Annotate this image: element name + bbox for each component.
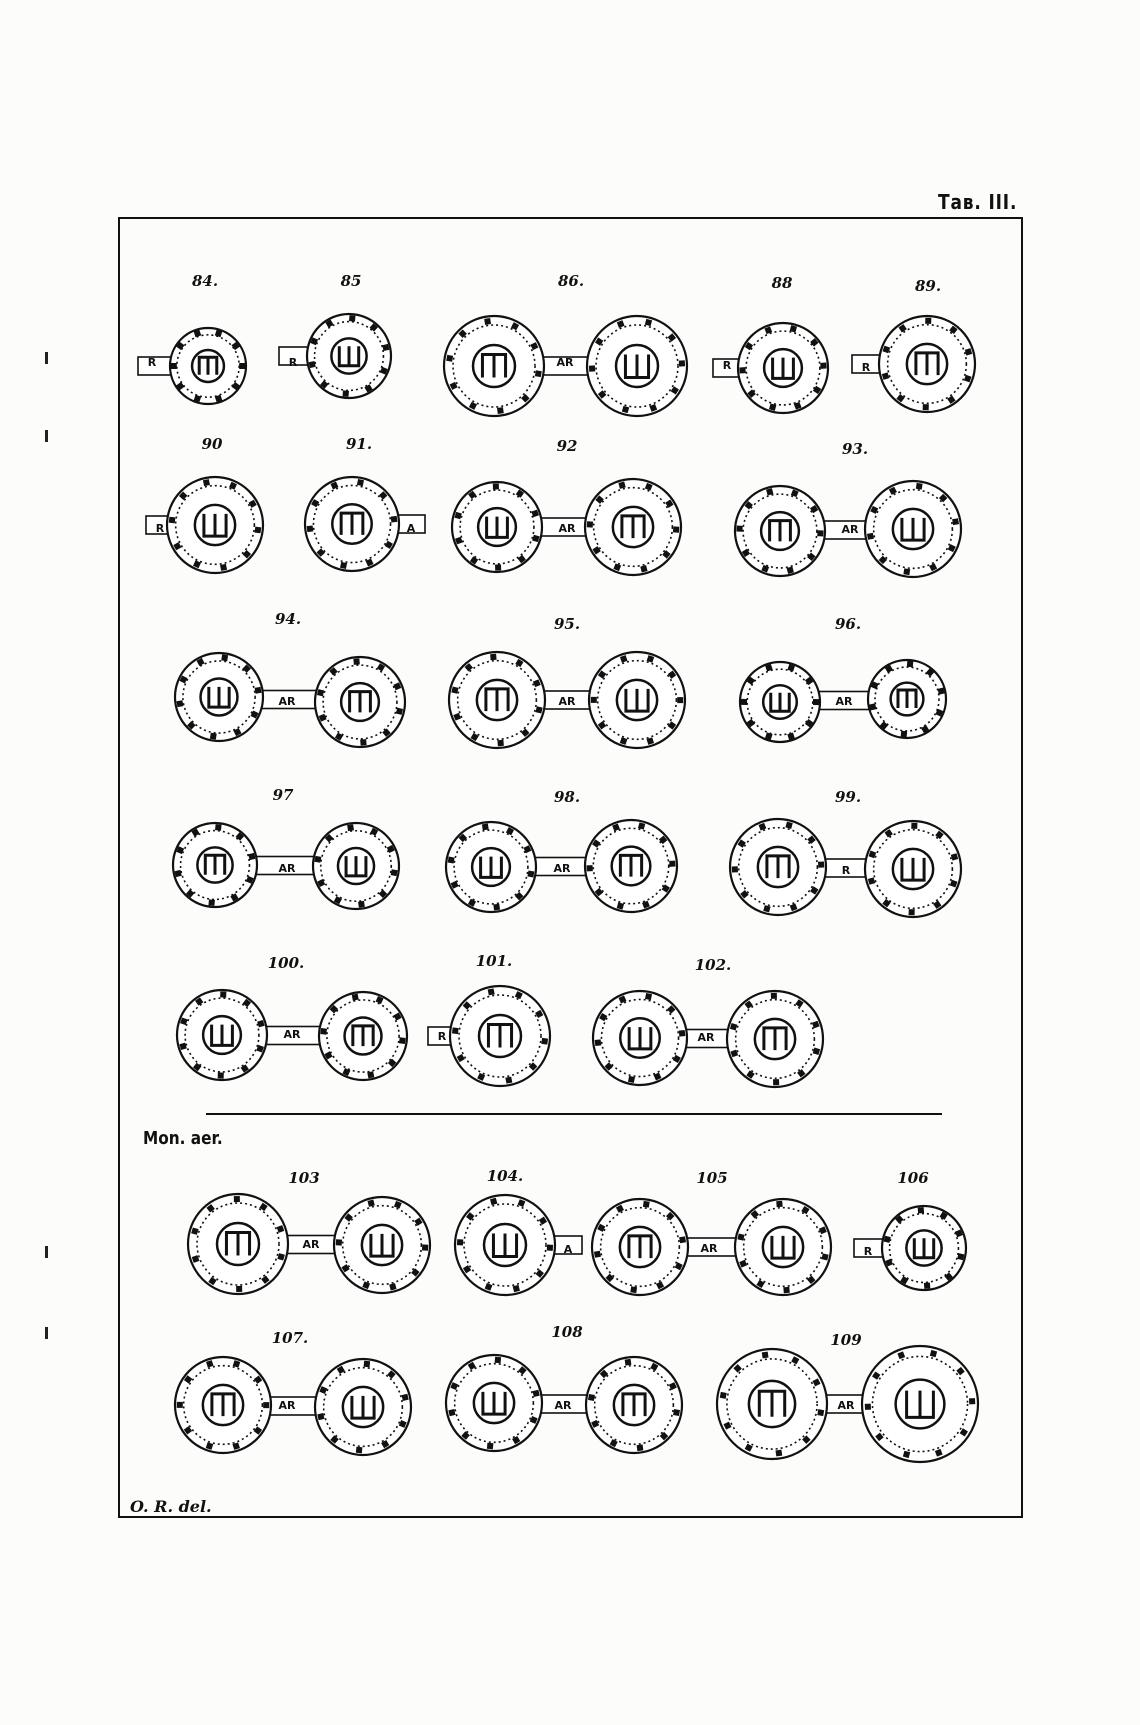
coin-number: 103 — [288, 1169, 320, 1187]
legend-letter — [916, 483, 923, 490]
legend-letter — [907, 661, 914, 668]
legend-letter — [776, 1201, 782, 1207]
legend-letter — [457, 1239, 463, 1245]
metal-mark: R — [722, 359, 732, 372]
legend-letter — [255, 687, 262, 694]
coin-group-100 — [177, 990, 407, 1080]
coin-number: 93. — [841, 440, 869, 458]
legend-letter — [775, 1450, 782, 1457]
legend-letter — [340, 562, 347, 569]
coin-group-92 — [452, 479, 681, 575]
legend-letter — [490, 654, 496, 660]
legend-letter — [720, 1392, 727, 1399]
margin-mark — [45, 430, 48, 442]
coin-number: 92 — [556, 437, 578, 455]
legend-letter — [208, 899, 215, 906]
margin-mark — [45, 1327, 48, 1339]
coin-group-90 — [146, 477, 263, 573]
legend-letter — [493, 483, 499, 489]
legend-letter — [307, 525, 314, 532]
metal-mark: AR — [302, 1238, 320, 1251]
coin-number: 106 — [897, 1169, 929, 1187]
coin-group-101 — [428, 986, 550, 1086]
legend-letter — [817, 1409, 824, 1416]
legend-letter — [220, 564, 227, 571]
coin-number: 97 — [272, 786, 294, 804]
legend-letter — [739, 367, 745, 373]
legend-letter — [625, 1359, 632, 1366]
coin-group-99 — [730, 819, 961, 917]
legend-letter — [969, 1398, 975, 1404]
legend-letter — [236, 1286, 242, 1292]
metal-mark: R — [861, 361, 871, 374]
legend-letter — [527, 871, 534, 878]
legend-letter — [589, 365, 595, 371]
coin-number: 84. — [191, 272, 219, 290]
legend-letter — [673, 1409, 680, 1416]
metal-mark: AR — [283, 1028, 301, 1041]
coin-group-104 — [455, 1195, 582, 1295]
legend-letter — [493, 904, 500, 911]
legend-letter — [867, 533, 874, 540]
legend-letter — [630, 1286, 637, 1293]
legend-letter — [484, 318, 491, 325]
metal-mark: A — [563, 1243, 573, 1256]
coin-group-95 — [449, 652, 685, 748]
legend-letter — [349, 315, 355, 321]
legend-letter — [594, 1251, 601, 1258]
legend-letter — [169, 517, 176, 524]
legend-letter — [669, 861, 675, 867]
legend-letter — [391, 516, 398, 523]
legend-letter — [367, 1071, 374, 1078]
metal-mark: R — [841, 864, 851, 877]
legend-letter — [391, 869, 398, 876]
legend-letter — [677, 697, 683, 703]
margin-mark — [45, 1246, 48, 1258]
legend-letter — [336, 1239, 342, 1245]
legend-letter — [901, 731, 908, 738]
metal-mark: R — [147, 356, 157, 369]
legend-letter — [643, 1201, 650, 1208]
legend-letter — [364, 1361, 371, 1368]
legend-letter — [234, 1196, 240, 1202]
legend-letter — [314, 856, 321, 863]
coin-number: 94. — [274, 610, 302, 628]
metal-mark: AR — [700, 1242, 718, 1255]
legend-letter — [495, 564, 501, 570]
legend-letter — [221, 654, 228, 661]
legend-letter — [203, 479, 210, 486]
coin-number: 99. — [834, 788, 862, 806]
coin-group-97 — [173, 823, 399, 909]
legend-letter — [422, 1244, 428, 1250]
legend-letter — [771, 993, 777, 999]
legend-letter — [595, 1039, 602, 1046]
coin-number: 90 — [201, 435, 223, 453]
legend-letter — [783, 1287, 789, 1293]
metal-mark: AR — [554, 1399, 572, 1412]
legend-letter — [171, 363, 177, 369]
legend-letter — [255, 527, 262, 534]
legend-letter — [347, 824, 354, 831]
legend-letter — [645, 993, 652, 1000]
legend-letter — [352, 994, 359, 1001]
coin-number: 86. — [557, 272, 585, 290]
legend-letter — [925, 318, 931, 324]
legend-letter — [679, 360, 685, 366]
metal-mark: AR — [278, 1399, 296, 1412]
coin-group-89 — [852, 316, 975, 412]
legend-letter — [541, 1038, 548, 1045]
legend-letter — [865, 1404, 871, 1410]
coin-number: 98. — [553, 788, 581, 806]
legend-letter — [918, 1207, 924, 1213]
legend-letter — [813, 699, 819, 705]
legend-letter — [488, 988, 495, 995]
legend-letter — [762, 1352, 769, 1359]
legend-letter — [482, 824, 489, 831]
legend-letter — [448, 857, 455, 864]
margin-mark — [45, 352, 48, 364]
coin-number: 107. — [271, 1329, 309, 1347]
coin-group-88 — [713, 323, 828, 413]
coin-group-106 — [854, 1206, 966, 1290]
legend-letter — [909, 909, 915, 915]
coin-group-103 — [188, 1194, 430, 1294]
legend-letter — [591, 697, 597, 703]
coin-group-108 — [446, 1355, 682, 1453]
legend-letter — [547, 1245, 553, 1251]
legend-letter — [535, 370, 542, 377]
legend-letter — [628, 1076, 635, 1083]
legend-letter — [218, 1072, 224, 1078]
coin-number: 96. — [834, 615, 862, 633]
metal-mark: A — [406, 522, 416, 535]
coin-group-94 — [175, 653, 405, 747]
legend-letter — [353, 658, 359, 664]
legend-letter — [679, 1236, 686, 1243]
legend-letter — [923, 404, 929, 410]
legend-letter — [817, 530, 823, 536]
metal-mark: R — [437, 1030, 447, 1043]
coin-group-98 — [446, 820, 677, 912]
metal-mark: AR — [558, 695, 576, 708]
legend-letter — [924, 1282, 930, 1288]
coin-number: 85 — [340, 272, 362, 290]
coin-number: 89. — [914, 277, 942, 295]
metal-mark: AR — [835, 695, 853, 708]
legend-letter — [587, 865, 593, 871]
legend-letter — [673, 526, 679, 532]
coin-number: 102. — [694, 956, 732, 974]
metal-mark: AR — [553, 862, 571, 875]
legend-letter — [263, 1402, 269, 1408]
metal-mark: AR — [556, 356, 574, 369]
legend-letter — [320, 1028, 327, 1035]
legend-letter — [239, 363, 245, 369]
coin-number: 88 — [771, 274, 793, 292]
legend-letter — [356, 1447, 363, 1454]
legend-letter — [732, 866, 738, 872]
metal-mark: R — [863, 1245, 873, 1258]
coin-group-85 — [279, 314, 391, 398]
coin-group-102 — [593, 991, 823, 1087]
legend-letter — [911, 823, 917, 829]
coin-number: 91. — [345, 435, 373, 453]
metal-mark: R — [155, 522, 165, 535]
legend-letter — [637, 1444, 644, 1451]
legend-letter — [220, 991, 226, 997]
legend-letter — [177, 700, 184, 707]
plate-title: Тав. III. — [938, 190, 1018, 214]
legend-letter — [487, 1443, 494, 1450]
metal-mark: AR — [278, 695, 296, 708]
legend-letter — [177, 1402, 183, 1408]
coin-group-109 — [717, 1346, 978, 1462]
coin-number: 109 — [830, 1331, 862, 1349]
legend-letter — [736, 525, 742, 531]
coin-group-93 — [735, 481, 961, 577]
metal-mark: AR — [558, 522, 576, 535]
legend-letter — [452, 1027, 459, 1034]
metal-mark: R — [288, 356, 298, 369]
legend-letter — [358, 901, 365, 908]
coin-group-105 — [592, 1199, 831, 1295]
coin-number: 100. — [267, 954, 305, 972]
legend-letter — [215, 824, 222, 831]
legend-letter — [446, 355, 453, 362]
metal-mark: AR — [278, 862, 296, 875]
coin-number: 105 — [696, 1169, 728, 1187]
legend-letter — [399, 1037, 406, 1044]
coin-group-84 — [138, 328, 246, 404]
section-label: Mon. aer. — [143, 1128, 223, 1149]
metal-mark: AR — [841, 523, 859, 536]
coin-group-91 — [305, 477, 425, 571]
legend-letter — [495, 1357, 502, 1364]
legend-letter — [588, 1394, 595, 1401]
legend-letter — [952, 518, 959, 525]
legend-letter — [505, 1077, 512, 1084]
legend-letter — [773, 1079, 779, 1085]
legend-letter — [679, 1030, 686, 1037]
legend-letter — [343, 390, 349, 396]
metal-mark: AR — [697, 1031, 715, 1044]
coin-group-86 — [444, 316, 687, 416]
coin-number: 95. — [553, 615, 581, 633]
legend-letter — [357, 479, 364, 486]
coin-number: 108 — [551, 1323, 583, 1341]
legend-letter — [820, 363, 826, 369]
legend-letter — [360, 739, 366, 745]
legend-letter — [497, 740, 503, 746]
metal-mark: AR — [837, 1399, 855, 1412]
legend-letter — [587, 521, 593, 527]
artist-credit: O. R. del. — [130, 1497, 212, 1516]
legend-letter — [210, 733, 217, 740]
coin-number: 101. — [475, 952, 513, 970]
coin-group-96 — [740, 660, 946, 742]
coin-number: 104. — [486, 1167, 524, 1185]
coin-group-107 — [175, 1357, 411, 1455]
legend-letter — [497, 407, 504, 414]
legend-letter — [903, 568, 910, 575]
legend-letter — [818, 861, 824, 867]
legend-letter — [741, 699, 747, 705]
